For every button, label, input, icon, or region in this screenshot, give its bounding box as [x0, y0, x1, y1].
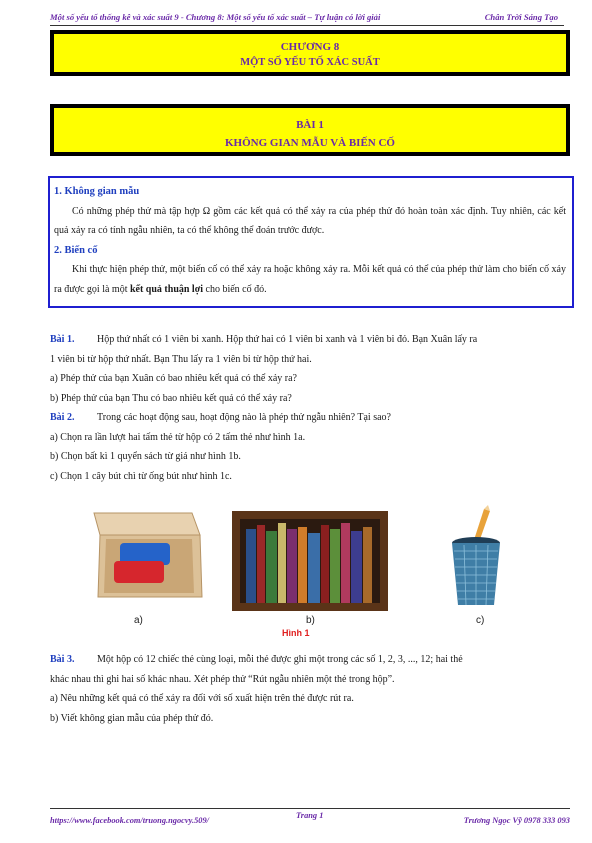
chapter-number: CHƯƠNG 8 [280, 41, 340, 53]
exercise-2-part-c: c) Chọn 1 cây bút chì từ ống bút như hình 1c. [50, 470, 232, 482]
exercise-2-label: Bài 2. [50, 412, 75, 423]
exercise-2-part-a: a) Chọn ra lần lượt hai tấm thẻ từ hộp có 2 tấm thẻ như hình 1a. [50, 431, 306, 443]
page-number: Trang 1 [296, 811, 324, 820]
theory-key-term: kết quả thuận lợi [129, 283, 204, 295]
chapter-name: MỘT SỐ YẾU TỐ XÁC SUẤT [240, 57, 380, 68]
header-title: Một số yếu tố thống kê và xác suất 9 - Chương 8: Một số yếu tố xác suất – Tự luận có lời giải [50, 12, 381, 22]
exercise-1 [50, 330, 570, 408]
lesson-number: BÀI 1 [296, 119, 324, 131]
exercise-3 [50, 650, 570, 728]
theory-section-2-title: 2. Biến cố [54, 244, 98, 256]
theory-section-2-text-a: Khi thực hiện phép thử, một biến cố có thể xảy ra hoặc không xảy ra. Mỗi kết quả có thể của phép thử làm cho biến cố xảy ra được gọi là một [54, 264, 566, 295]
exercise-1-label: Bài 1. [50, 334, 75, 345]
exercise-1-line-2: 1 viên bi từ hộp thứ nhất. Bạn Thu lấy ra 1 viên bi từ hộp thứ hai. [50, 353, 312, 365]
header-publisher: Chân Trời Sáng Tạo [484, 12, 558, 22]
lesson-name: KHÔNG GIAN MẪU VÀ BIẾN CỐ [224, 137, 395, 149]
exercise-1-part-a: a) Phép thử của bạn Xuân có bao nhiêu kết quả có thể xảy ra? [50, 373, 297, 384]
page-header [50, 12, 564, 26]
exercise-3-line-2: khác nhau thì ghi hai số khác nhau. Xét phép thử “Rút ngẫu nhiên một thẻ trong hộp”. [50, 673, 395, 685]
figure-label-b: b) [306, 615, 315, 626]
exercise-3-label: Bài 3. [50, 654, 75, 665]
bookshelf-illustration [232, 511, 388, 611]
exercise-3-line-1: Một hộp có 12 chiếc thẻ cùng loại, mỗi thẻ được ghi một trong các số 1, 2, 3, ..., 12; hai thẻ [97, 654, 463, 665]
figure-1 [92, 505, 522, 640]
theory-section-1-title: 1. Không gian mẫu [54, 186, 140, 197]
exercise-1-line-1: Hộp thứ nhất có 1 viên bi xanh. Hộp thứ hai có 1 viên bi xanh và 1 viên bi đỏ. Bạn Xuân lấy ra [97, 334, 478, 345]
figure-label-a: a) [134, 615, 143, 626]
chapter-title-box [50, 30, 570, 76]
exercise-3-part-a: a) Nêu những kết quả có thể xảy ra đối với số xuất hiện trên thẻ được rút ra. [50, 693, 354, 704]
footer-author: Trương Ngọc Vỹ 0978 333 093 [463, 816, 570, 825]
theory-section-1-text: Có những phép thử mà tập hợp Ω gồm các kết quả có thể xảy ra của phép thử đó hoàn toàn xác định. Tuy nhiên, các kết quả xảy ra có tính ngẫu nhiên, ta có thể không thể đoán trước được. [54, 205, 566, 236]
lesson-title-box [50, 104, 570, 156]
figure-caption: Hình 1 [282, 628, 310, 638]
footer-link[interactable]: https://www.facebook.com/truong.ngocvy.509/ [50, 816, 209, 825]
card-box-illustration [94, 513, 202, 597]
exercise-3-part-b: b) Viết không gian mẫu của phép thử đó. [50, 712, 214, 724]
exercise-1-part-b: b) Phép thử của bạn Thu có bao nhiêu kết quả có thể xảy ra? [50, 392, 292, 404]
theory-section-2-text [54, 260, 566, 299]
pencil-cup-illustration [452, 505, 500, 605]
exercise-2-line-1: Trong các hoạt động sau, hoạt động nào là phép thử ngẫu nhiên? Tại sao? [97, 412, 391, 423]
figure-1-illustrations [92, 505, 522, 615]
figure-label-c: c) [476, 615, 485, 626]
exercise-2 [50, 408, 570, 486]
exercise-2-part-b: b) Chọn bất kì 1 quyển sách từ giá như hình 1b. [50, 451, 241, 462]
theory-box [48, 176, 574, 308]
theory-section-2-text-b: cho biến cố đó. [203, 283, 267, 295]
page-footer [50, 808, 570, 828]
